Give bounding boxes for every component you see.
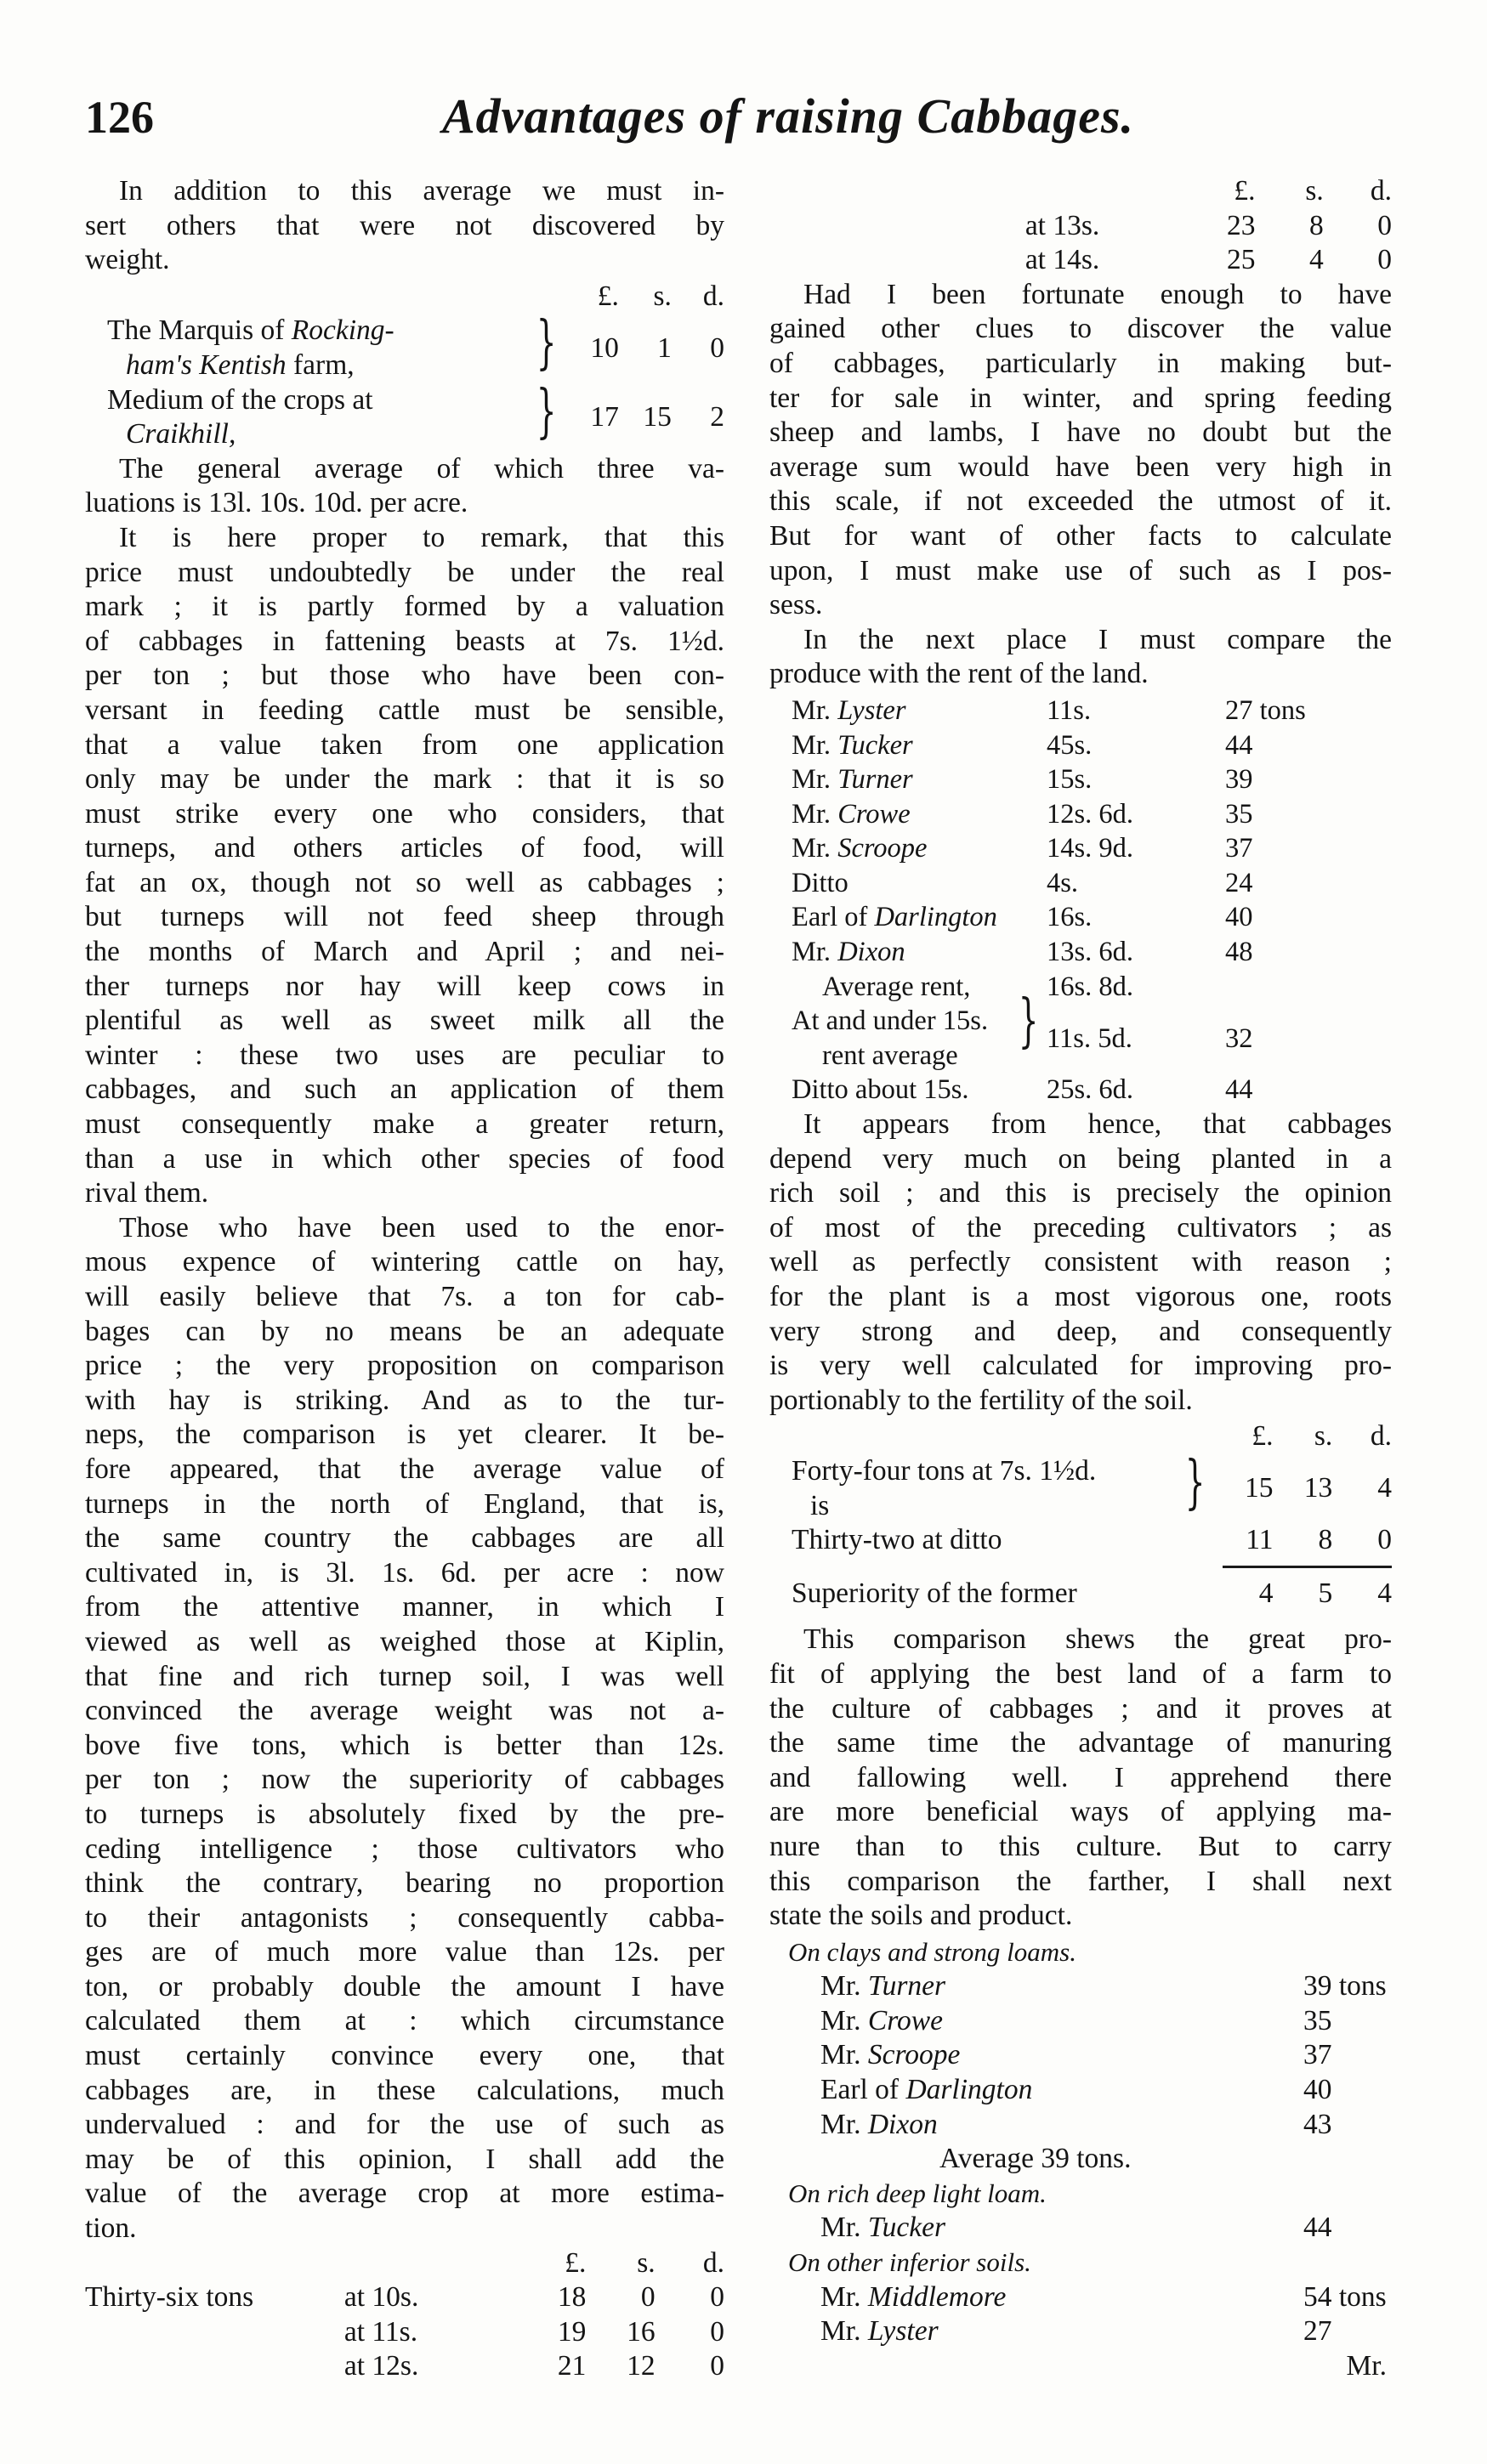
rate-cell: at 12s. [343, 2350, 419, 2382]
name-prefix: Mr. [820, 2280, 868, 2313]
row-label [85, 2315, 344, 2350]
rent-cell: 4s. [1047, 867, 1079, 898]
text-line: per ton ; now the superiority of cabbages [85, 1764, 724, 1796]
tons-cell: 48 [1225, 937, 1253, 968]
name-italic: Tucker [837, 729, 913, 761]
shillings-cell: 8 [1318, 1524, 1333, 1556]
text-line: value of the average crop at more estima- [85, 2178, 724, 2210]
text-line: well as perfectly consistent with reason ; [769, 1246, 1392, 1278]
name-cell [769, 866, 1047, 901]
tons-cell: 39 [1225, 764, 1253, 796]
text-line: The general average of which three va- [119, 452, 724, 484]
pounds-cell: 18 [557, 2281, 587, 2314]
tons-cell: 37 [1225, 833, 1253, 864]
row-label: rent average [822, 1039, 958, 1071]
name-cell [769, 2314, 1297, 2349]
table-row [769, 2038, 1392, 2073]
text-line: from the attentive manner, in which I [85, 1591, 724, 1623]
pence-cell: 4 [1377, 1577, 1392, 1609]
paragraph-remark [85, 521, 724, 1211]
tons-cell: 54 tons [1303, 2280, 1387, 2313]
tons-cell: 43 [1303, 2108, 1332, 2140]
valuation-table [85, 280, 724, 452]
name-prefix: Mr. [792, 937, 838, 968]
text-line: must consequently make a greater return, [85, 1108, 724, 1141]
row-label: The Marquis of [107, 314, 292, 347]
shillings-cell: 8 [1309, 209, 1324, 241]
text-line: but turneps will not feed sheep through [85, 901, 724, 933]
pence-cell: 0 [1377, 244, 1392, 276]
row-label: Forty-four tons at 7s. 1½d. [792, 1454, 1097, 1487]
paragraph-compare-rent [769, 623, 1392, 692]
pounds-cell: 19 [557, 2315, 587, 2348]
valuation-row [85, 383, 724, 452]
name-cell [769, 694, 1047, 728]
sum-rule [1223, 1566, 1392, 1568]
rent-cell: 12s. 6d. [1047, 798, 1134, 830]
calc-row [769, 1523, 1392, 1558]
name-prefix: Mr. [792, 694, 838, 726]
lsd-shillings-head: s. [637, 2246, 656, 2279]
clays-average: Average 39 tons. [939, 2143, 1132, 2175]
rent-cell: 13s. 6d. [1047, 937, 1134, 968]
rent-cell: 16s. [1047, 902, 1093, 933]
text-line: mous expence of wintering cattle on hay, [85, 1246, 724, 1278]
pounds-cell: 4 [1258, 1577, 1274, 1609]
about15-row [769, 1073, 1392, 1107]
text-line: to their antagonists ; consequently cabba- [85, 1901, 724, 1934]
name-cell [769, 1969, 1297, 2004]
text-line: mark ; it is partly formed by a valuation [85, 591, 724, 623]
name-italic: Dixon [867, 2108, 938, 2140]
pounds-cell: 17 [590, 400, 619, 433]
row-label: Superiority of the former [792, 1577, 1077, 1609]
text-line: sess. [769, 589, 823, 621]
name-cell [769, 935, 1047, 970]
pence-cell: 2 [710, 400, 724, 433]
rent-produce-table [769, 694, 1392, 1107]
shillings-cell: 15 [643, 400, 672, 433]
table-row [769, 831, 1392, 866]
text-line: ceding intelligence ; those cultivators who [85, 1832, 724, 1865]
text-line: calculated them at : which circumstance [85, 2005, 724, 2037]
text-line: rival them. [85, 1177, 209, 1209]
text-line: fat an ox, though not so well as cabbages ; [85, 866, 724, 898]
brace-icon: } [536, 377, 557, 445]
name-prefix: Mr. [820, 2039, 868, 2071]
running-header [85, 81, 1402, 157]
shillings-cell: 4 [1309, 244, 1324, 276]
text-line: fore appeared, that the average value of [85, 1453, 724, 1485]
lsd-pence-head: d. [702, 280, 724, 312]
rate-cell: at 11s. [343, 2315, 418, 2348]
pence-cell: 0 [1377, 1524, 1392, 1556]
pounds-cell: 11 [1246, 1524, 1274, 1556]
catchword: Mr. [1346, 2349, 1387, 2382]
shillings-cell: 12 [627, 2350, 656, 2382]
text-line: the same time the advantage of manuring [769, 1727, 1392, 1759]
calc-row [769, 1454, 1392, 1523]
text-line: of most of the preceding cultivators ; as [769, 1211, 1392, 1243]
table-row [769, 1969, 1392, 2004]
text-line: must certainly convince every one, that [85, 2040, 724, 2072]
name-prefix: Mr. [820, 2108, 868, 2140]
name-prefix: Mr. [820, 2212, 868, 2244]
row-label-italic: Rocking- [291, 314, 394, 347]
text-line: weight. [85, 244, 170, 276]
text-line: think the contrary, bearing no proportion [85, 1867, 724, 1900]
table-row [769, 2004, 1392, 2039]
text-line: very strong and deep, and consequently [769, 1315, 1392, 1347]
pounds-cell: 15 [1244, 1472, 1274, 1504]
tons-cell: 44 [1303, 2212, 1332, 2244]
name-italic: Crowe [837, 798, 911, 830]
valuation-row [85, 314, 724, 382]
text-line: sert others that were not discovered by [85, 209, 724, 241]
text-line: viewed as well as weighed those at Kiplin, [85, 1625, 724, 1657]
lsd-shillings-head: s. [1314, 1420, 1333, 1453]
row-label [85, 2349, 344, 2384]
table-row [769, 2280, 1392, 2315]
pence-cell: 0 [710, 2281, 724, 2314]
text-line: rich soil ; and this is precisely the opinion [769, 1177, 1392, 1209]
name-italic: Tucker [867, 2212, 946, 2244]
text-line: convinced the average weight was not a- [85, 1695, 724, 1727]
thirty-six-tons-continued [769, 174, 1392, 278]
pence-cell: 0 [710, 331, 724, 364]
tons-cell: 27 tons [1225, 694, 1306, 726]
price-row [85, 2315, 724, 2350]
shillings-cell: 5 [1318, 1577, 1333, 1609]
name-prefix: Mr. [820, 2004, 868, 2036]
name-cell [769, 2038, 1297, 2073]
text-line: It appears from hence, that cabbages [803, 1108, 1392, 1141]
name-prefix: Mr. [792, 729, 838, 761]
text-line: ges are of much more value than 12s. per [85, 1936, 724, 1968]
rent-cell: 16s. 8d. [1047, 971, 1134, 1002]
text-line: ther turneps nor hay will keep cows in [85, 970, 724, 1002]
name-italic: Lyster [867, 2315, 939, 2348]
tons-cell: 37 [1303, 2039, 1332, 2071]
shillings-cell: 16 [627, 2315, 656, 2348]
table-row [769, 935, 1392, 970]
table-row [769, 762, 1392, 797]
page-number: 126 [85, 92, 154, 143]
lsd-pence-head: d. [702, 2246, 724, 2279]
table-row [769, 2108, 1392, 2143]
soils-list [769, 1935, 1392, 2384]
rent-cell: 25s. 6d. [1047, 1074, 1134, 1106]
text-line: only may be under the mark : that it is so [85, 763, 724, 796]
name-italic: Darlington [874, 902, 997, 933]
pence-cell: 4 [1377, 1472, 1392, 1504]
text-line: this comparison the farther, I shall next [769, 1865, 1392, 1897]
text-line: versant in feeding cattle must be sensible, [85, 694, 724, 726]
table-row [769, 2073, 1392, 2108]
name-italic: Darlington [905, 2074, 1033, 2106]
name-cell [769, 900, 1047, 935]
tons-cell: 40 [1303, 2074, 1332, 2106]
table-row [769, 2314, 1392, 2349]
paragraph-general-average [85, 452, 724, 521]
text-line: bages can by no means be an adequate [85, 1315, 724, 1347]
pounds-cell: 23 [1227, 209, 1256, 241]
name-prefix: Earl of [820, 2074, 906, 2106]
text-line: state the soils and product. [769, 1900, 1073, 1932]
name-prefix: Earl of [792, 902, 875, 933]
name-prefix: Mr. [820, 1970, 868, 2002]
tons-cell: 27 [1303, 2315, 1332, 2348]
text-line: cabbages, and such an application of them [85, 1073, 724, 1106]
name-prefix: Mr. [820, 2315, 868, 2348]
text-line: cultivated in, is 3l. 1s. 6d. per acre : now [85, 1556, 724, 1589]
text-line: may be of this opinion, I shall add the [85, 2143, 724, 2175]
name-cell [769, 797, 1047, 832]
table-row [769, 2211, 1392, 2246]
text-line: sheep and lambs, I have no doubt but the [769, 416, 1392, 449]
average-rent-row [769, 970, 1392, 1005]
under15-row [769, 1004, 1392, 1073]
name-cell [769, 831, 1047, 866]
text-line: turneps in the north of England, that is, [85, 1487, 724, 1520]
price-row [85, 2349, 724, 2384]
text-line: This comparison shews the great pro- [803, 1623, 1392, 1656]
text-line: of cabbages in fattening beasts at 7s. 1½d. [85, 625, 724, 657]
tons-cell: 44 [1225, 729, 1253, 761]
lsd-pounds-head: £. [1251, 1420, 1274, 1453]
shillings-cell: 13 [1303, 1472, 1333, 1504]
text-line: the same country the cabbages are all [85, 1522, 724, 1555]
pounds-cell: 25 [1227, 244, 1256, 276]
lsd-pounds-head: £. [565, 2246, 587, 2279]
name-prefix: Mr. [792, 764, 838, 796]
price-row [769, 243, 1392, 278]
text-line: Had I been fortunate enough to have [803, 278, 1392, 310]
name-cell [769, 2280, 1297, 2315]
tons-cell: 35 [1303, 2004, 1332, 2036]
paragraph-comparison [769, 1623, 1392, 1933]
text-line: Those who have been used to the enor- [119, 1211, 724, 1243]
text-line: fit of applying the best land of a farm to [769, 1657, 1392, 1690]
name-italic: Lyster [837, 694, 906, 726]
soil-heading: On other inferior soils. [788, 2247, 1031, 2278]
text-line: luations is 13l. 10s. 10d. per acre. [85, 487, 468, 519]
text-line: per ton ; but those who have been con- [85, 660, 724, 692]
name-italic: Turner [867, 1970, 946, 2002]
row-label-italic: Craikhill, [126, 418, 236, 450]
row-label: At and under 15s. [792, 1005, 989, 1037]
lsd-shillings-head: s. [653, 280, 672, 312]
paragraph-wintering [85, 1211, 724, 2246]
text-line: the culture of cabbages ; and it proves at [769, 1692, 1392, 1725]
row-label: Thirty-six tons [85, 2281, 254, 2314]
name-prefix: Mr. [792, 798, 838, 830]
text-line: price must undoubtedly be under the real [85, 556, 724, 588]
rent-cell: 14s. 9d. [1047, 833, 1134, 864]
text-line: plentiful as well as sweet milk all the [85, 1005, 724, 1037]
lsd-pence-head: d. [1370, 1420, 1392, 1453]
paragraph-addition [85, 174, 724, 278]
text-line: that fine and rich turnep soil, I was well [85, 1660, 724, 1692]
table-row [769, 797, 1392, 832]
tons-cell: 24 [1225, 867, 1253, 898]
text-line: bove five tons, which is better than 12s. [85, 1729, 724, 1761]
text-line: depend very much on being planted in a [769, 1142, 1392, 1175]
text-line: It is here proper to remark, that this [119, 521, 724, 553]
text-line: the months of March and April ; and nei- [85, 936, 724, 968]
table-row [769, 900, 1392, 935]
table-row [769, 866, 1392, 901]
right-column [769, 174, 1392, 2383]
name-prefix: Mr. [792, 833, 838, 864]
text-line: and fallowing well. I apprehend there [769, 1761, 1392, 1793]
text-line: will easily believe that 7s. a ton for cab- [85, 1281, 724, 1312]
name-cell [769, 2004, 1297, 2039]
name-italic: Crowe [867, 2004, 943, 2036]
soil-heading: On rich deep light loam. [788, 2178, 1047, 2208]
text-line: portionably to the fertility of the soil. [769, 1384, 1193, 1416]
row-label-italic: ham's Kentish [126, 348, 287, 381]
name-cell [769, 2108, 1297, 2143]
brace-icon: } [1185, 1449, 1206, 1517]
inferior-table [769, 2280, 1392, 2349]
text-line: of cabbages, particularly in making but- [769, 347, 1392, 379]
clays-table [769, 1969, 1392, 2142]
left-column [85, 174, 724, 2384]
text-line: to turneps is absolutely fixed by the pre- [85, 1798, 724, 1830]
lsd-shillings-head: s. [1305, 175, 1324, 207]
price-row [85, 2280, 724, 2315]
lsd-pounds-head: £. [597, 280, 619, 312]
row-label: is [810, 1489, 830, 1521]
text-line: cabbages are, in these calculations, much [85, 2074, 724, 2106]
name-italic: Dixon [837, 937, 905, 968]
tons-cell: 35 [1225, 798, 1253, 830]
running-title: Advantages of raising Cabbages. [442, 88, 1135, 144]
name-cell [769, 762, 1047, 797]
pence-cell: 0 [710, 2315, 724, 2348]
tons-cell: 32 [1225, 1022, 1253, 1054]
rate-cell: at 13s. [1024, 209, 1100, 241]
table-row [769, 694, 1392, 728]
table-row [769, 728, 1392, 763]
rent-cell: 15s. [1047, 764, 1093, 796]
text-line: nure than to this culture. But to carry [769, 1830, 1392, 1862]
soil-heading: On clays and strong loams. [788, 1936, 1076, 1967]
superiority-row [769, 1577, 1392, 1612]
text-line: In the next place I must compare the [803, 623, 1392, 655]
pence-cell: 0 [710, 2350, 724, 2382]
text-line: ter for sale in winter, and spring feeding [769, 382, 1392, 414]
shillings-cell: 1 [657, 331, 672, 364]
text-line: turneps, and others articles of food, will [85, 832, 724, 864]
text-line: are more beneficial ways of applying ma- [769, 1796, 1392, 1828]
rent-cell: 11s. [1047, 694, 1092, 726]
tons-cell: 44 [1225, 1074, 1253, 1106]
text-line: price ; the very proposition on comparison [85, 1350, 724, 1382]
row-label: Thirty-two at ditto [792, 1524, 1002, 1556]
shillings-cell: 0 [640, 2281, 656, 2314]
text-line: In addition to this average we must in- [119, 175, 724, 207]
pence-cell: 0 [1377, 209, 1392, 241]
text-line: for the plant is a most vigorous one, roots [769, 1281, 1392, 1312]
row-label: Medium of the crops at [107, 383, 373, 416]
name-cell [769, 2211, 1297, 2246]
rent-cell: 45s. [1047, 729, 1093, 761]
price-row [769, 209, 1392, 244]
text-line: ton, or probably double the amount I have [85, 1970, 724, 2002]
name-italic: Middlemore [867, 2280, 1007, 2313]
pounds-cell: 10 [590, 331, 619, 364]
name-italic: Scroope [837, 833, 928, 864]
thirty-six-tons-table [85, 2246, 724, 2384]
row-label: Average rent, [822, 971, 971, 1002]
text-line: tion. [85, 2212, 137, 2245]
text-line: than a use in which other species of food [85, 1142, 724, 1175]
tons-cell: 39 tons [1303, 1970, 1387, 2002]
pounds-cell: 21 [557, 2350, 587, 2382]
text-line: But for want of other facts to calculate [769, 519, 1392, 552]
name-italic: Scroope [867, 2039, 961, 2071]
brace-icon: } [536, 309, 557, 377]
paragraph-appears [769, 1107, 1392, 1418]
brace-icon: } [1018, 987, 1039, 1055]
superiority-table [769, 1419, 1392, 1611]
lsd-pounds-head: £. [1234, 175, 1256, 207]
rate-cell: at 14s. [1024, 244, 1100, 276]
text-line: winter : these two uses are peculiar to [85, 1039, 724, 1071]
text-line: this scale, if not exceeded the utmost of it. [769, 485, 1392, 518]
text-line: undervalued : and for the use of such as [85, 2109, 724, 2141]
paragraph-fortunate [769, 278, 1392, 623]
text-line: produce with the rent of the land. [769, 658, 1149, 690]
text-line: average sum would have been very high in [769, 450, 1392, 483]
name-prefix: Ditto [792, 867, 848, 898]
text-line: is very well calculated for improving pro- [769, 1350, 1392, 1382]
name-italic: Turner [837, 764, 913, 796]
rate-cell: at 10s. [343, 2281, 419, 2314]
text-line: with hay is striking. And as to the tur- [85, 1384, 724, 1416]
text-line: that a value taken from one application [85, 728, 724, 761]
rich-table [769, 2211, 1392, 2246]
rent-cell: 11s. 5d. [1047, 1022, 1132, 1054]
lsd-pence-head: d. [1370, 175, 1392, 207]
tons-cell: 40 [1225, 902, 1253, 933]
text-line: gained other clues to discover the value [769, 313, 1392, 345]
text-line: must strike every one who considers, that [85, 797, 724, 830]
name-cell [769, 2073, 1297, 2108]
row-label: Ditto about 15s. [792, 1074, 969, 1106]
row-label: farm, [286, 348, 355, 381]
text-line: neps, the comparison is yet clearer. It be- [85, 1419, 724, 1451]
name-cell [769, 728, 1047, 763]
text-line: upon, I must make use of such as I pos- [769, 554, 1392, 586]
